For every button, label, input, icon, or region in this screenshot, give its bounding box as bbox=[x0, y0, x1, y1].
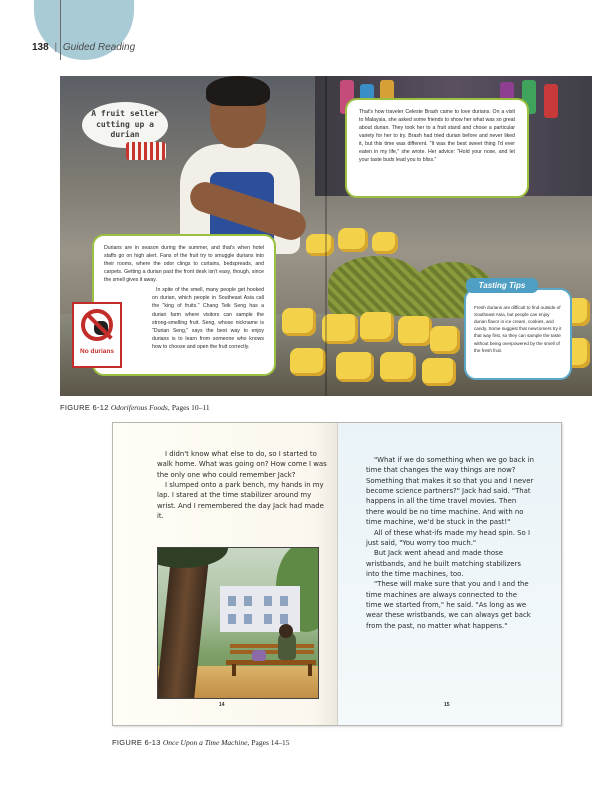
bench-leg bbox=[308, 664, 312, 676]
durian-flesh bbox=[336, 352, 374, 382]
park-bench-illustration bbox=[157, 547, 319, 699]
figure-caption bbox=[112, 738, 290, 747]
durian-flesh bbox=[290, 348, 326, 376]
left-page-text bbox=[157, 449, 327, 522]
bench-seat bbox=[226, 660, 316, 665]
durian-flesh bbox=[322, 314, 358, 344]
bench-leg bbox=[232, 664, 236, 676]
boy-head bbox=[279, 624, 293, 638]
prohibition-slash bbox=[87, 314, 112, 339]
running-head bbox=[32, 42, 135, 53]
left-page bbox=[113, 423, 337, 725]
tasting-tips-box: Fresh durians are difficult to find outside of Southeast Asia, but people can enjoy durian flavor in ice cream, cookies, and candy. Some suggest that newcomers try it that way first, so they can sample the taste without being overpowered by the smell of the fresh fruit. bbox=[464, 288, 572, 380]
paragraph: I slumped onto a park bench, my hands in my lap. I stared at the time stabilizer around my wrist. And I remembered the day Jack had made it. bbox=[157, 481, 324, 521]
durian-flesh bbox=[380, 352, 416, 382]
text-box-brash: That's how traveler Celeste Brash came to love durians. On a visit to Malaysia, she asked some friends to show her what was so great about durian. They took her to a fruit stand and chose a particular variety for her to try. Brash had tried durian before and never liked it, but this time was different. "It was the best sweet thing I'd ever eaten in my life," she wrote. Her advice: "Hold your nose, and let your taste buds lead you to bliss." bbox=[345, 98, 529, 198]
tree-canopy bbox=[157, 547, 228, 568]
window bbox=[280, 596, 288, 606]
figure-caption bbox=[60, 403, 210, 412]
durian-flesh bbox=[430, 326, 460, 354]
figure-pages: Pages 10–11 bbox=[171, 403, 210, 412]
paragraph: I didn't know what else to do, so I started to walk home. What was going on? How come I was the only one who could remember Jack? bbox=[157, 450, 327, 479]
window bbox=[244, 614, 252, 624]
paragraph: "What if we do something when we go back in time that changes the way things are now? Something that makes it so that you and I never become science partners?" Jack had said. "That happens in all the time travel movies. Then there would be no time machine. And with no time machine, we'd be stuck in the past!" bbox=[366, 456, 535, 527]
paragraph: "These will make sure that you and I and the time machines are always connected to the time we started from," he said. "As long as we wear these wristbands, we can always get back from the past, no matter what happens." bbox=[366, 580, 531, 630]
window bbox=[264, 596, 272, 606]
spread-gutter bbox=[325, 76, 327, 396]
running-head-separator: | bbox=[54, 42, 58, 53]
sign-label: No durians bbox=[80, 348, 114, 355]
backpack bbox=[252, 650, 266, 661]
durian-flesh bbox=[422, 358, 456, 386]
paragraph: Durians are in season during the summer, and that's when hotel staffs go on high alert. Fans of the fruit try to smuggle durians into their rooms, where the odor clings to curtains, bedspreads, and carpets. Getting a durian past the front desk isn't easy, though, since the smell gives it away. bbox=[104, 245, 264, 284]
page-number: 138 bbox=[32, 42, 49, 53]
durian-flesh bbox=[282, 308, 316, 336]
bench-back bbox=[230, 644, 314, 648]
hanging-goods bbox=[544, 84, 558, 118]
photo-callout: A fruit seller cutting up a durian bbox=[82, 102, 168, 148]
durian-flesh bbox=[360, 312, 394, 342]
durian-flesh bbox=[398, 316, 432, 346]
durian-flesh bbox=[338, 228, 368, 252]
figure-number: FIGURE 6-12 bbox=[60, 403, 109, 412]
paragraph: But Jack went ahead and made those wristbands, and he built matching stabilizers into the time machines, too. bbox=[366, 549, 521, 578]
window bbox=[228, 614, 236, 624]
striped-sign bbox=[126, 142, 166, 160]
figure-6-13-spread bbox=[112, 422, 562, 726]
chapter-title: Guided Reading bbox=[62, 42, 136, 53]
figure-title: Odoriferous Foods, bbox=[110, 403, 170, 412]
vendor-hair bbox=[206, 76, 270, 106]
right-page-number: 15 bbox=[444, 702, 450, 708]
window bbox=[244, 596, 252, 606]
no-durians-sign bbox=[72, 302, 122, 368]
right-page bbox=[337, 423, 561, 725]
paragraph: All of these what-ifs made my head spin. So I just said, "You worry too much." bbox=[366, 528, 530, 547]
durian-flesh bbox=[372, 232, 398, 254]
window bbox=[280, 614, 288, 624]
durian-flesh bbox=[306, 234, 334, 256]
prohibition-icon bbox=[81, 309, 113, 341]
window bbox=[228, 596, 236, 606]
figure-title: Once Upon a Time Machine, bbox=[162, 738, 250, 747]
figure-number: FIGURE 6-13 bbox=[112, 738, 161, 747]
window bbox=[264, 614, 272, 624]
right-page-text bbox=[366, 455, 534, 631]
paragraph: In spite of the smell, many people get hooked on durian, which people in Southeast Asia call the "king of fruits." Chang Teik Seng has a durian farm where visitors can sample the strong-smelling fruit. Seng, whose nickname is "Durian Seng," says the best way to enjoy durians is to learn from someone who knows how to choose and open the fruit correctly. bbox=[152, 287, 264, 350]
left-page-number: 14 bbox=[219, 702, 225, 708]
figure-6-12-spread bbox=[60, 76, 592, 396]
tasting-tips-title: Tasting Tips bbox=[466, 278, 538, 293]
figure-pages: Pages 14–15 bbox=[251, 738, 290, 747]
